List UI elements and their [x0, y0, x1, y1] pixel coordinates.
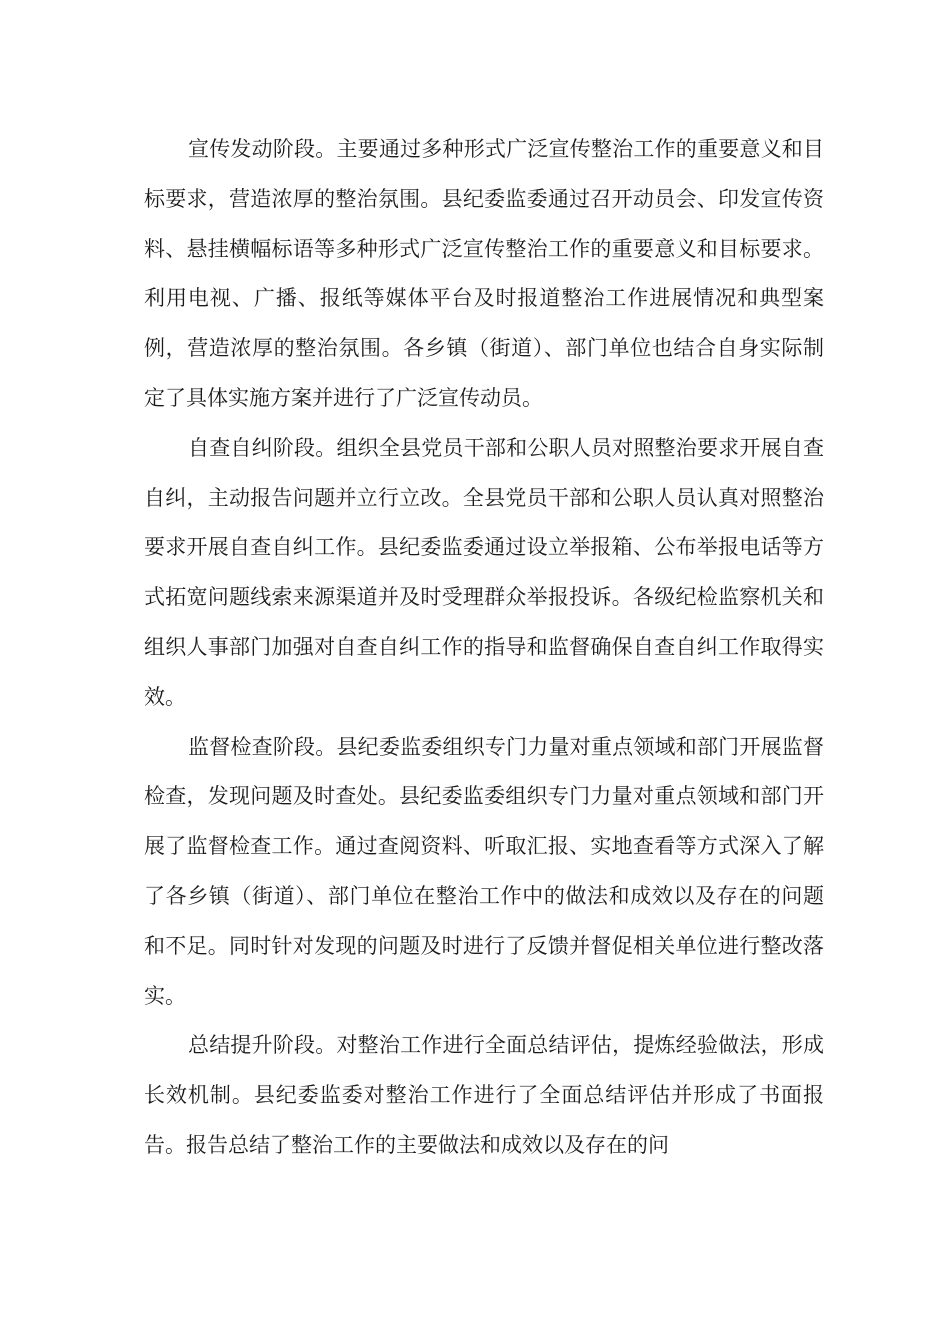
paragraph-supervision-stage: 监督检查阶段。县纪委监委组织专门力量对重点领域和部门开展监督检查，发现问题及时查处。县纪委监委组织专门力量对重点领域和部门开展了监督检查工作。通过查阅资料、听取汇报、实地查看等方式深入了解了各乡镇（街道）、部门单位在整治工作中的做法和成效以及存在的问题和不足。同时针对发现的问题及时进行了反馈并督促相关单位进行整改落实。 — [144, 734, 824, 1008]
document-body — [144, 125, 824, 1171]
paragraph-summary-stage: 总结提升阶段。对整治工作进行全面总结评估，提炼经验做法，形成长效机制。县纪委监委对整治工作进行了全面总结评估并形成了书面报告。报告总结了整治工作的主要做法和成效以及存在的问 — [144, 1033, 824, 1157]
paragraph-publicity-stage: 宣传发动阶段。主要通过多种形式广泛宣传整治工作的重要意义和目标要求，营造浓厚的整治氛围。县纪委监委通过召开动员会、印发宣传资料、悬挂横幅标语等多种形式广泛宣传整治工作的重要意义和目标要求。利用电视、广播、报纸等媒体平台及时报道整治工作进展情况和典型案例，营造浓厚的整治氛围。各乡镇（街道）、部门单位也结合自身实际制定了具体实施方案并进行了广泛宣传动员。 — [144, 137, 824, 410]
paragraph-self-inspection-stage: 自查自纠阶段。组织全县党员干部和公职人员对照整治要求开展自查自纠，主动报告问题并立行立改。全县党员干部和公职人员认真对照整治要求开展自查自纠工作。县纪委监委通过设立举报箱、公布举报电话等方式拓宽问题线索来源渠道并及时受理群众举报投诉。各级纪检监察机关和组织人事部门加强对自查自纠工作的指导和监督确保自查自纠工作取得实效。 — [144, 435, 824, 709]
